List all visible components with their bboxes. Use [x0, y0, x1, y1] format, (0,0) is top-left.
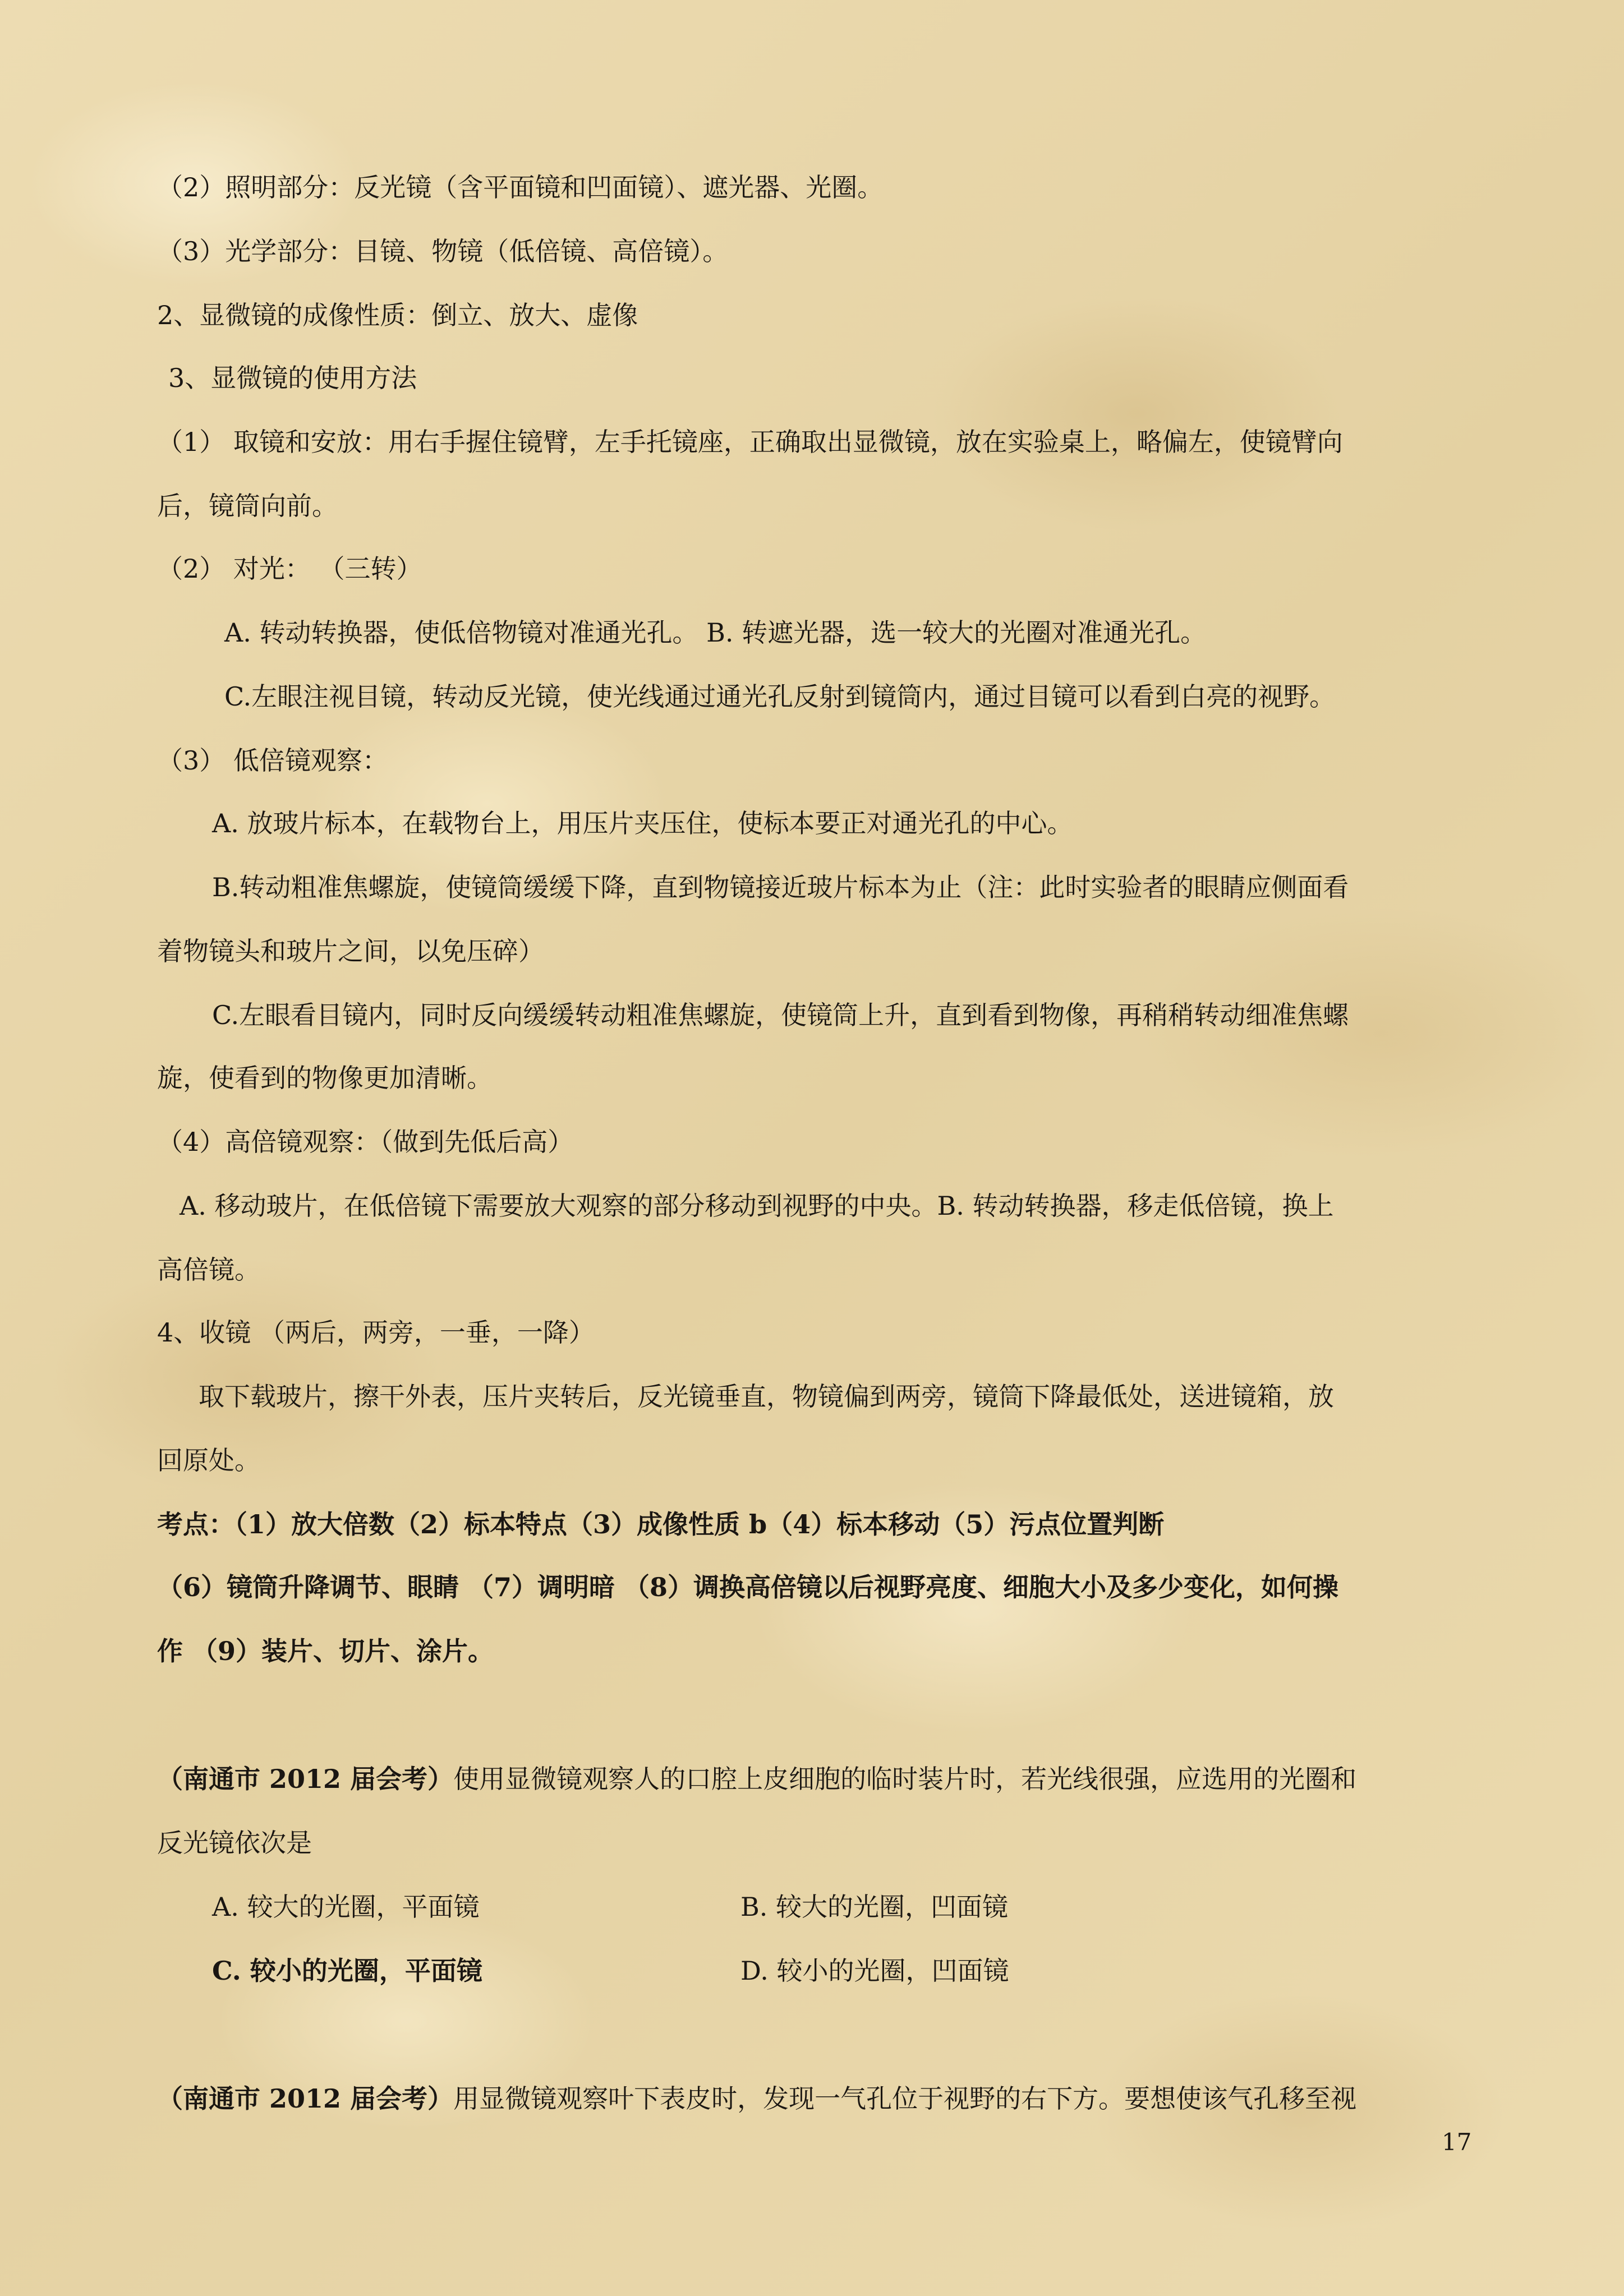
text-line-step1: （1） 取镜和安放：用右手握住镜臂，左手托镜座，正确取出显微镜，放在实验桌上，略偏左，使镜臂向	[157, 427, 1343, 457]
text-line-illumination: （2）照明部分：反光镜（含平面镜和凹面镜）、遮光器、光圈。	[157, 172, 884, 202]
text-line-step2: （2） 对光： （三转）	[157, 554, 422, 584]
text-line-step2-c: C.左眼注视目镜，转动反光镜，使光线通过通光孔反射到镜筒内，通过目镜可以看到白亮的视野。	[224, 681, 1336, 712]
exam-points-line3: 作 （9）装片、切片、涂片。	[157, 1636, 494, 1666]
text-line-step3-a: A. 放玻片标本，在载物台上，用压片夹压住，使标本要正对通光孔的中心。	[212, 808, 1073, 838]
question1-stem	[157, 1762, 1470, 1796]
text-line-step3-b-cont: 着物镜头和玻片之间，以免压碎）	[157, 936, 544, 966]
exam-points-line2: （6）镜筒升降调节、眼睛 （7）调明暗 （8）调换高倍镜以后视野亮度、细胞大小及多少变化，如何操	[157, 1572, 1339, 1602]
exam-points-line1: 考点：（1）放大倍数（2）标本特点（3）成像性质 b（4）标本移动（5）污点位置判断	[157, 1509, 1165, 1539]
text-line-step2-ab: A. 转动转换器，使低倍物镜对准通光孔。 B. 转遮光器，选一较大的光圈对准通光孔。	[224, 617, 1207, 648]
text-line-step3-b: B.转动粗准焦螺旋，使镜筒缓缓下降，直到物镜接近玻片标本为止（注：此时实验者的眼睛应侧面看	[212, 872, 1349, 902]
question2-source: （南通市 2012 届会考）	[157, 2083, 454, 2114]
text-line-step3-c: C.左眼看目镜内，同时反向缓缓转动粗准焦螺旋，使镜筒上升，直到看到物像，再稍稍转动细准焦螺	[212, 1000, 1349, 1030]
question2-text: 用显微镜观察叶下表皮时，发现一气孔位于视野的右下方。要想使该气孔移至视	[453, 2083, 1357, 2114]
text-line-step4: （4）高倍镜观察：（做到先低后高）	[157, 1127, 574, 1157]
text-line-step4-ab: A. 移动玻片，在低倍镜下需要放大观察的部分移动到视野的中央。B. 转动转换器，移走低倍镜，换上	[180, 1191, 1334, 1221]
text-line-put-away-cont: 回原处。	[157, 1445, 260, 1476]
text-line-put-away: 4、收镜 （两后，两旁，一垂，一降）	[157, 1317, 595, 1348]
page-number: 17	[1442, 2128, 1472, 2156]
text-line-put-away-detail: 取下载玻片，擦干外表，压片夹转后，反光镜垂直，物镜偏到两旁，镜筒下降最低处，送进镜箱，放	[199, 1381, 1334, 1412]
text-line-step1-cont: 后，镜筒向前。	[157, 491, 338, 521]
question1-stem-cont: 反光镜依次是	[157, 1828, 312, 1858]
question1-option-c: C. 较小的光圈，平面镜	[212, 1956, 482, 1986]
text-line-optics: （3）光学部分：目镜、物镜（低倍镜、高倍镜）。	[157, 236, 729, 266]
question1-option-b: B. 较大的光圈，凹面镜	[740, 1892, 1009, 1922]
text-line-step3: （3） 低倍镜观察：	[157, 745, 388, 776]
question1-source: （南通市 2012 届会考）	[157, 1764, 454, 1794]
question1-option-a: A. 较大的光圈，平面镜	[212, 1892, 480, 1922]
heading-usage-method: 3、显微镜的使用方法	[168, 363, 417, 393]
text-line-step4-cont: 高倍镜。	[157, 1255, 260, 1285]
text-line-imaging: 2、显微镜的成像性质：倒立、放大、虚像	[157, 300, 638, 330]
question2-stem	[157, 2082, 1470, 2115]
text-line-step3-c-cont: 旋，使看到的物像更加清晰。	[157, 1063, 493, 1093]
question1-option-d: D. 较小的光圈，凹面镜	[740, 1956, 1009, 1986]
question1-text: 使用显微镜观察人的口腔上皮细胞的临时装片时，若光线很强，应选用的光圈和	[453, 1764, 1357, 1794]
